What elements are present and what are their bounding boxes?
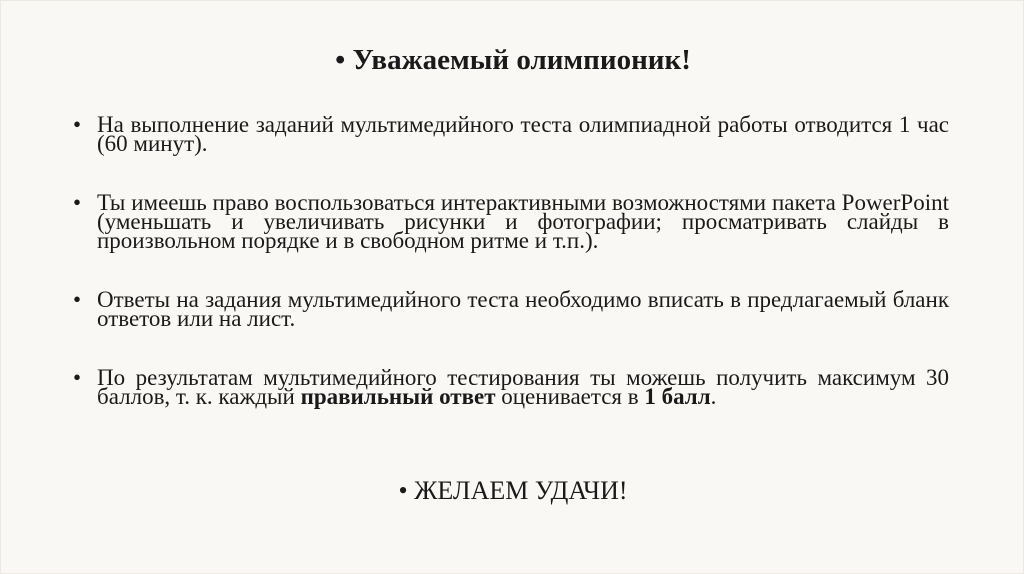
list-item	[73, 365, 949, 409]
list-item-text-part: .	[710, 384, 717, 409]
title-text: Уважаемый олимпионик!	[352, 44, 691, 76]
list-bullet: •	[73, 287, 82, 312]
list-item-bold-text: правильный ответ	[300, 384, 496, 409]
list-item-text: Ты имеешь право воспользоваться интерактивными возможностями пакета PowerPoint (уменьшать и увеличивать рисунки и фотографии; просматривать слайды в произвольном порядке и в свободном ритме и т.п.).	[97, 190, 949, 253]
list-item-text-part: По результатам мультимедийного тестирования ты можешь получить максимум 30 баллов, т. к. каждый	[97, 365, 949, 409]
list-item	[73, 287, 949, 331]
closing-bullet: •	[398, 476, 408, 505]
closing-line	[1, 475, 1024, 507]
instructions-list	[73, 112, 949, 446]
list-bullet: •	[73, 112, 82, 137]
list-item-text: Ответы на задания мультимедийного теста необходимо вписать в предлагаемый бланк ответов или на лист.	[97, 287, 949, 331]
list-item-text-part: оценивается в	[495, 384, 645, 409]
list-bullet: •	[73, 365, 82, 390]
slide-title	[1, 43, 1024, 77]
list-bullet: •	[73, 190, 82, 215]
closing-text: ЖЕЛАЕМ УДАЧИ!	[414, 476, 628, 505]
list-item	[73, 112, 949, 156]
list-item-text: На выполнение заданий мультимедийного теста олимпиадной работы отводится 1 час (60 минут).	[97, 112, 949, 156]
list-item-bold-text: 1 балл	[644, 384, 711, 409]
list-item	[73, 190, 949, 253]
title-bullet: •	[335, 44, 346, 76]
